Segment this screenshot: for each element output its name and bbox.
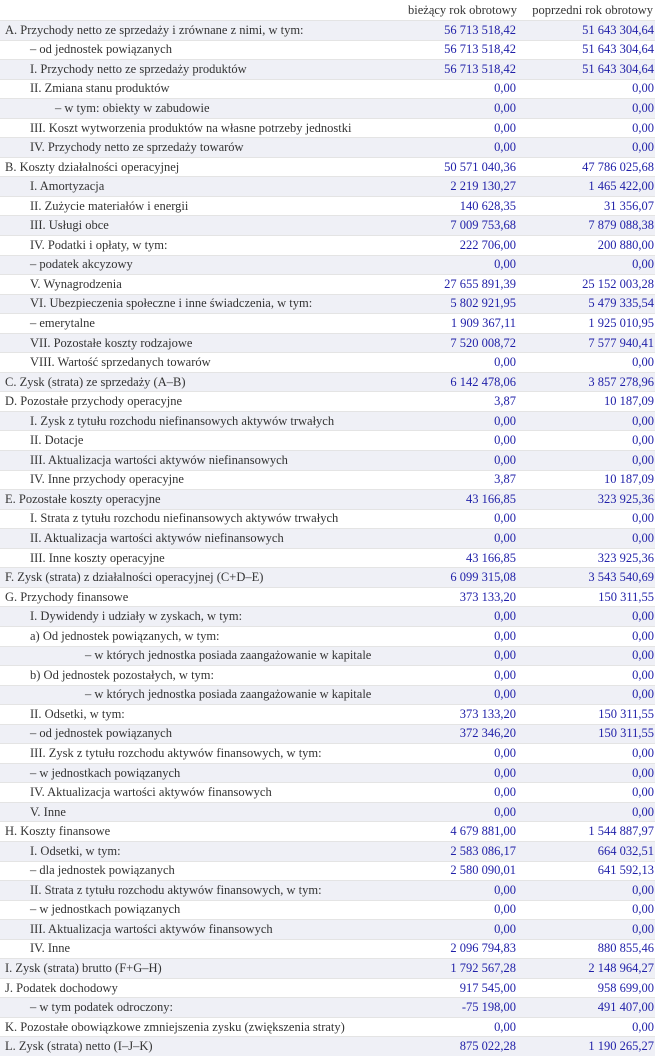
- header-label: [0, 0, 405, 21]
- previous-year-value: 7 577 940,41: [519, 333, 655, 353]
- previous-year-value: 0,00: [519, 802, 655, 822]
- current-year-value: 2 219 130,27: [405, 177, 519, 197]
- previous-year-value: 641 592,13: [519, 861, 655, 881]
- current-year-value: 0,00: [405, 99, 519, 119]
- statement-row: [0, 685, 655, 705]
- row-label: III. Aktualizacja wartości aktywów finansowych: [0, 920, 405, 940]
- previous-year-value: 880 855,46: [519, 939, 655, 959]
- statement-row: [0, 607, 655, 627]
- current-year-value: 43 166,85: [405, 490, 519, 510]
- row-label: I. Dywidendy i udziały w zyskach, w tym:: [0, 607, 405, 627]
- current-year-value: 27 655 891,39: [405, 275, 519, 295]
- current-year-value: 4 679 881,00: [405, 822, 519, 842]
- row-label: L. Zysk (strata) netto (I–J–K): [0, 1037, 405, 1056]
- previous-year-value: 150 311,55: [519, 587, 655, 607]
- row-label: – w których jednostka posiada zaangażowanie w kapitale: [0, 685, 405, 705]
- row-label: – w których jednostka posiada zaangażowanie w kapitale: [0, 646, 405, 666]
- row-label: E. Pozostałe koszty operacyjne: [0, 490, 405, 510]
- statement-row: [0, 177, 655, 197]
- header-row: [0, 0, 655, 21]
- previous-year-value: 0,00: [519, 509, 655, 529]
- current-year-value: 56 713 518,42: [405, 60, 519, 80]
- row-label: – od jednostek powiązanych: [0, 40, 405, 60]
- statement-row: [0, 509, 655, 529]
- previous-year-value: 51 643 304,64: [519, 60, 655, 80]
- row-label: IV. Przychody netto ze sprzedaży towarów: [0, 138, 405, 158]
- current-year-value: 0,00: [405, 802, 519, 822]
- row-label: – emerytalne: [0, 314, 405, 334]
- current-year-value: 0,00: [405, 1017, 519, 1037]
- previous-year-value: 10 187,09: [519, 470, 655, 490]
- statement-row: [0, 724, 655, 744]
- row-label: C. Zysk (strata) ze sprzedaży (A–B): [0, 372, 405, 392]
- previous-year-value: 0,00: [519, 431, 655, 451]
- statement-row: [0, 626, 655, 646]
- current-year-value: 6 099 315,08: [405, 568, 519, 588]
- row-label: – w jednostkach powiązanych: [0, 763, 405, 783]
- statement-row: [0, 920, 655, 940]
- previous-year-value: 0,00: [519, 646, 655, 666]
- current-year-value: 0,00: [405, 881, 519, 901]
- statement-row: [0, 783, 655, 803]
- row-label: III. Zysk z tytułu rozchodu aktywów finansowych, w tym:: [0, 744, 405, 764]
- row-label: – dla jednostek powiązanych: [0, 861, 405, 881]
- current-year-value: 3,87: [405, 392, 519, 412]
- current-year-value: 56 713 518,42: [405, 40, 519, 60]
- current-year-value: 56 713 518,42: [405, 21, 519, 41]
- current-year-value: 6 142 478,06: [405, 372, 519, 392]
- row-label: F. Zysk (strata) z działalności operacyjnej (C+D–E): [0, 568, 405, 588]
- statement-row: [0, 157, 655, 177]
- previous-year-value: 0,00: [519, 744, 655, 764]
- previous-year-value: 0,00: [519, 626, 655, 646]
- previous-year-value: 7 879 088,38: [519, 216, 655, 236]
- header-previous-year: poprzedni rok obrotowy: [519, 0, 655, 21]
- current-year-value: 0,00: [405, 900, 519, 920]
- row-label: III. Aktualizacja wartości aktywów niefinansowych: [0, 451, 405, 471]
- statement-row: [0, 196, 655, 216]
- row-label: I. Przychody netto ze sprzedaży produktów: [0, 60, 405, 80]
- row-label: – w tym: obiekty w zabudowie: [0, 99, 405, 119]
- previous-year-value: 0,00: [519, 451, 655, 471]
- statement-row: [0, 60, 655, 80]
- previous-year-value: 0,00: [519, 685, 655, 705]
- current-year-value: 3,87: [405, 470, 519, 490]
- statement-row: [0, 99, 655, 119]
- statement-row: [0, 353, 655, 373]
- previous-year-value: 0,00: [519, 118, 655, 138]
- statement-row: [0, 744, 655, 764]
- statement-row: [0, 40, 655, 60]
- current-year-value: 222 706,00: [405, 236, 519, 256]
- statement-row: [0, 978, 655, 998]
- current-year-value: 0,00: [405, 666, 519, 686]
- row-label: H. Koszty finansowe: [0, 822, 405, 842]
- previous-year-value: 664 032,51: [519, 841, 655, 861]
- current-year-value: 0,00: [405, 411, 519, 431]
- previous-year-value: 0,00: [519, 255, 655, 275]
- current-year-value: 7 009 753,68: [405, 216, 519, 236]
- previous-year-value: 25 152 003,28: [519, 275, 655, 295]
- row-label: III. Koszt wytworzenia produktów na własne potrzeby jednostki: [0, 118, 405, 138]
- statement-row: [0, 138, 655, 158]
- header-current-year: bieżący rok obrotowy: [405, 0, 519, 21]
- previous-year-value: 0,00: [519, 607, 655, 627]
- current-year-value: 0,00: [405, 646, 519, 666]
- current-year-value: -75 198,00: [405, 998, 519, 1018]
- current-year-value: 0,00: [405, 783, 519, 803]
- row-label: I. Odsetki, w tym:: [0, 841, 405, 861]
- current-year-value: 0,00: [405, 607, 519, 627]
- current-year-value: 917 545,00: [405, 978, 519, 998]
- row-label: a) Od jednostek powiązanych, w tym:: [0, 626, 405, 646]
- previous-year-value: 31 356,07: [519, 196, 655, 216]
- row-label: K. Pozostałe obowiązkowe zmniejszenia zysku (zwiększenia straty): [0, 1017, 405, 1037]
- statement-row: [0, 255, 655, 275]
- row-label: I. Zysk z tytułu rozchodu niefinansowych aktywów trwałych: [0, 411, 405, 431]
- statement-row: [0, 548, 655, 568]
- current-year-value: 0,00: [405, 118, 519, 138]
- statement-row: [0, 646, 655, 666]
- previous-year-value: 491 407,00: [519, 998, 655, 1018]
- statement-row: [0, 705, 655, 725]
- current-year-value: 0,00: [405, 451, 519, 471]
- statement-row: [0, 529, 655, 549]
- statement-row: [0, 1017, 655, 1037]
- previous-year-value: 323 925,36: [519, 548, 655, 568]
- statement-row: [0, 568, 655, 588]
- statement-row: [0, 79, 655, 99]
- previous-year-value: 0,00: [519, 900, 655, 920]
- row-label: J. Podatek dochodowy: [0, 978, 405, 998]
- row-label: IV. Inne przychody operacyjne: [0, 470, 405, 490]
- statement-row: [0, 802, 655, 822]
- previous-year-value: 958 699,00: [519, 978, 655, 998]
- row-label: I. Strata z tytułu rozchodu niefinansowych aktywów trwałych: [0, 509, 405, 529]
- current-year-value: 0,00: [405, 353, 519, 373]
- previous-year-value: 1 544 887,97: [519, 822, 655, 842]
- row-label: – w tym podatek odroczony:: [0, 998, 405, 1018]
- previous-year-value: 51 643 304,64: [519, 21, 655, 41]
- previous-year-value: 0,00: [519, 138, 655, 158]
- row-label: V. Inne: [0, 802, 405, 822]
- row-label: D. Pozostałe przychody operacyjne: [0, 392, 405, 412]
- row-label: – od jednostek powiązanych: [0, 724, 405, 744]
- statement-row: [0, 451, 655, 471]
- previous-year-value: 5 479 335,54: [519, 294, 655, 314]
- statement-row: [0, 998, 655, 1018]
- row-label: II. Zużycie materiałów i energii: [0, 196, 405, 216]
- previous-year-value: 0,00: [519, 920, 655, 940]
- previous-year-value: 10 187,09: [519, 392, 655, 412]
- statement-row: [0, 294, 655, 314]
- current-year-value: 50 571 040,36: [405, 157, 519, 177]
- current-year-value: 1 792 567,28: [405, 959, 519, 979]
- current-year-value: 0,00: [405, 529, 519, 549]
- previous-year-value: 0,00: [519, 79, 655, 99]
- statement-row: [0, 587, 655, 607]
- previous-year-value: 1 465 422,00: [519, 177, 655, 197]
- previous-year-value: 51 643 304,64: [519, 40, 655, 60]
- current-year-value: 0,00: [405, 744, 519, 764]
- current-year-value: 5 802 921,95: [405, 294, 519, 314]
- previous-year-value: 0,00: [519, 529, 655, 549]
- row-label: G. Przychody finansowe: [0, 587, 405, 607]
- current-year-value: 0,00: [405, 431, 519, 451]
- statement-row: [0, 841, 655, 861]
- previous-year-value: 0,00: [519, 353, 655, 373]
- current-year-value: 1 909 367,11: [405, 314, 519, 334]
- statement-row: [0, 822, 655, 842]
- row-label: V. Wynagrodzenia: [0, 275, 405, 295]
- current-year-value: 0,00: [405, 509, 519, 529]
- previous-year-value: 150 311,55: [519, 724, 655, 744]
- previous-year-value: 47 786 025,68: [519, 157, 655, 177]
- row-label: III. Usługi obce: [0, 216, 405, 236]
- statement-row: [0, 236, 655, 256]
- previous-year-value: 200 880,00: [519, 236, 655, 256]
- row-label: – w jednostkach powiązanych: [0, 900, 405, 920]
- previous-year-value: 0,00: [519, 666, 655, 686]
- current-year-value: 372 346,20: [405, 724, 519, 744]
- previous-year-value: 1 190 265,27: [519, 1037, 655, 1056]
- statement-row: [0, 275, 655, 295]
- statement-row: [0, 21, 655, 41]
- previous-year-value: 3 543 540,69: [519, 568, 655, 588]
- statement-row: [0, 900, 655, 920]
- previous-year-value: 0,00: [519, 411, 655, 431]
- statement-row: [0, 490, 655, 510]
- previous-year-value: 0,00: [519, 783, 655, 803]
- current-year-value: 373 133,20: [405, 705, 519, 725]
- previous-year-value: 150 311,55: [519, 705, 655, 725]
- current-year-value: 0,00: [405, 763, 519, 783]
- row-label: II. Zmiana stanu produktów: [0, 79, 405, 99]
- row-label: I. Amortyzacja: [0, 177, 405, 197]
- current-year-value: 43 166,85: [405, 548, 519, 568]
- current-year-value: 2 583 086,17: [405, 841, 519, 861]
- row-label: I. Zysk (strata) brutto (F+G–H): [0, 959, 405, 979]
- previous-year-value: 0,00: [519, 99, 655, 119]
- row-label: IV. Aktualizacja wartości aktywów finansowych: [0, 783, 405, 803]
- current-year-value: 0,00: [405, 138, 519, 158]
- previous-year-value: 0,00: [519, 1017, 655, 1037]
- statement-row: [0, 959, 655, 979]
- statement-row: [0, 666, 655, 686]
- current-year-value: 0,00: [405, 920, 519, 940]
- current-year-value: 0,00: [405, 79, 519, 99]
- statement-row: [0, 216, 655, 236]
- statement-row: [0, 333, 655, 353]
- previous-year-value: 323 925,36: [519, 490, 655, 510]
- previous-year-value: 0,00: [519, 763, 655, 783]
- row-label: VIII. Wartość sprzedanych towarów: [0, 353, 405, 373]
- current-year-value: 2 580 090,01: [405, 861, 519, 881]
- row-label: VI. Ubezpieczenia społeczne i inne świadczenia, w tym:: [0, 294, 405, 314]
- row-label: II. Strata z tytułu rozchodu aktywów finansowych, w tym:: [0, 881, 405, 901]
- current-year-value: 0,00: [405, 626, 519, 646]
- current-year-value: 2 096 794,83: [405, 939, 519, 959]
- row-label: b) Od jednostek pozostałych, w tym:: [0, 666, 405, 686]
- statement-row: [0, 118, 655, 138]
- previous-year-value: 1 925 010,95: [519, 314, 655, 334]
- statement-row: [0, 861, 655, 881]
- current-year-value: 140 628,35: [405, 196, 519, 216]
- statement-row: [0, 939, 655, 959]
- previous-year-value: 2 148 964,27: [519, 959, 655, 979]
- statement-row: [0, 1037, 655, 1056]
- row-label: IV. Inne: [0, 939, 405, 959]
- previous-year-value: 0,00: [519, 881, 655, 901]
- statement-row: [0, 431, 655, 451]
- row-label: A. Przychody netto ze sprzedaży i zrównane z nimi, w tym:: [0, 21, 405, 41]
- statement-row: [0, 411, 655, 431]
- row-label: – podatek akcyzowy: [0, 255, 405, 275]
- row-label: III. Inne koszty operacyjne: [0, 548, 405, 568]
- statement-row: [0, 372, 655, 392]
- current-year-value: 875 022,28: [405, 1037, 519, 1056]
- statement-row: [0, 392, 655, 412]
- statement-row: [0, 763, 655, 783]
- statement-rows: [0, 21, 655, 1056]
- current-year-value: 0,00: [405, 685, 519, 705]
- current-year-value: 373 133,20: [405, 587, 519, 607]
- current-year-value: 7 520 008,72: [405, 333, 519, 353]
- row-label: II. Odsetki, w tym:: [0, 705, 405, 725]
- statement-row: [0, 470, 655, 490]
- previous-year-value: 3 857 278,96: [519, 372, 655, 392]
- row-label: II. Dotacje: [0, 431, 405, 451]
- statement-row: [0, 314, 655, 334]
- row-label: VII. Pozostałe koszty rodzajowe: [0, 333, 405, 353]
- row-label: IV. Podatki i opłaty, w tym:: [0, 236, 405, 256]
- statement-row: [0, 881, 655, 901]
- current-year-value: 0,00: [405, 255, 519, 275]
- row-label: B. Koszty działalności operacyjnej: [0, 157, 405, 177]
- row-label: II. Aktualizacja wartości aktywów niefinansowych: [0, 529, 405, 549]
